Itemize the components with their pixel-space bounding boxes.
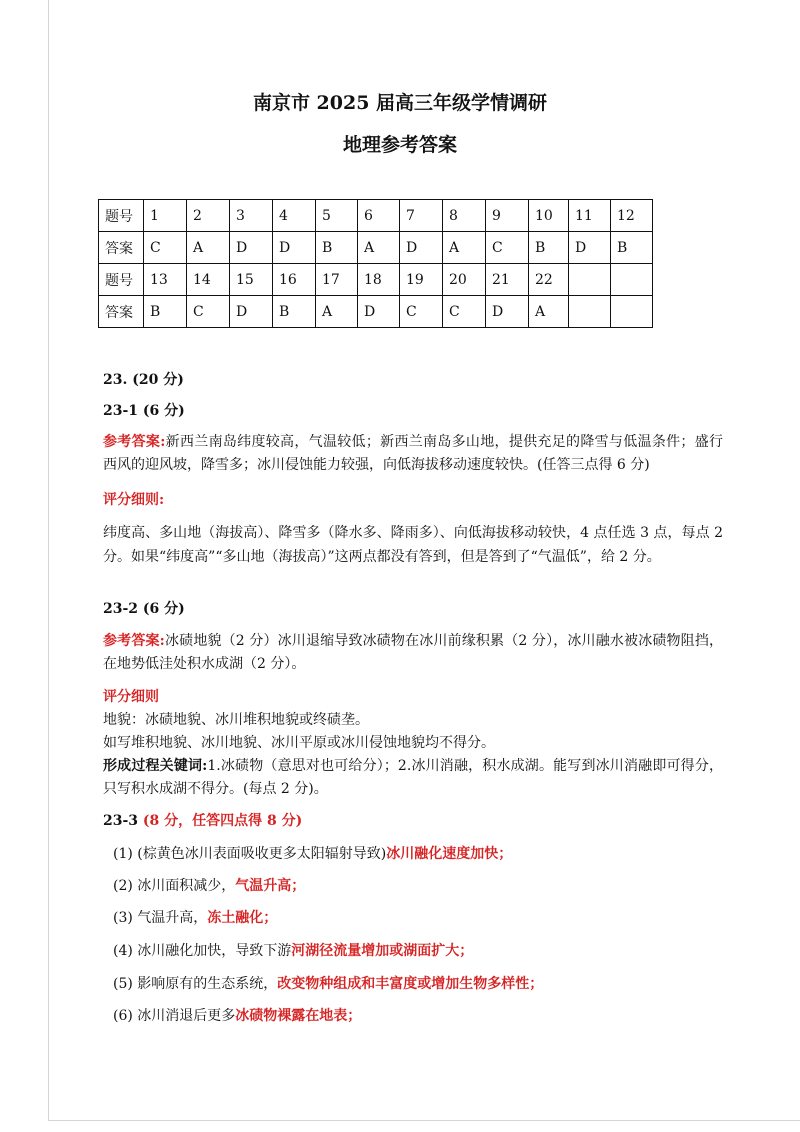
answer-point-keyword: 改变物种组成和丰富度或增加生物多样性	[277, 976, 530, 992]
table-cell: B	[529, 232, 569, 264]
keywords-text: 1.冰碛物（意思对也可给分）；2.冰川消融，积水成湖。能写到冰川消融即可得分，只写积水成湖不得分。(每点 2 分)。	[103, 758, 723, 797]
table-cell: 18	[358, 264, 400, 296]
answer-point-text: 气温升高，	[137, 910, 208, 926]
table-cell: 7	[400, 200, 443, 232]
q23-3-heading-number: 23-3	[103, 813, 139, 829]
table-cell: D	[486, 296, 529, 328]
table-cell: A	[443, 232, 486, 264]
table-cell: 10	[529, 200, 569, 232]
answer-point-end: ；	[263, 910, 278, 926]
answer-point-keyword: 冰川融化速度加快	[386, 846, 499, 862]
table-cell: 17	[316, 264, 358, 296]
table-cell: 1	[144, 200, 187, 232]
q23-2-reference-answer	[103, 630, 723, 676]
table-cell: C	[400, 296, 443, 328]
keywords-label: 形成过程关键词:	[103, 758, 208, 774]
q23-3-heading	[103, 810, 302, 833]
reference-answer-text: 新西兰南岛纬度较高，气温较低；新西兰南岛多山地，提供充足的降雪与低温条件；盛行西风的迎风坡，降雪多；冰川侵蚀能力较强，向低海拔移动速度较快。(任答三点得 6 分)	[103, 434, 724, 473]
q23-2-rubric-label: 评分细则	[103, 689, 159, 705]
answer-point-number: (6)	[113, 1008, 133, 1024]
table-cell: 3	[230, 200, 273, 232]
table-cell: 16	[273, 264, 316, 296]
q23-heading: 23. (20 分)	[103, 372, 184, 388]
table-cell: D	[273, 232, 316, 264]
answer-point-number: (5)	[113, 976, 133, 992]
table-cell: 21	[486, 264, 529, 296]
answer-point-end: ；	[529, 976, 544, 992]
table-row-header: 答案	[99, 296, 144, 328]
table-row	[99, 200, 653, 232]
table-cell: 13	[144, 264, 187, 296]
table-cell	[569, 296, 611, 328]
table-cell: 9	[486, 200, 529, 232]
table-cell: 2	[187, 200, 230, 232]
table-cell: 11	[569, 200, 611, 232]
table-cell	[611, 296, 653, 328]
table-cell: D	[230, 232, 273, 264]
table-row-header: 答案	[99, 232, 144, 264]
answer-point-number: (1)	[113, 846, 133, 862]
answer-point	[113, 1005, 361, 1027]
reference-answer-label: 参考答案:	[103, 434, 166, 450]
table-cell: B	[611, 232, 653, 264]
answer-point-end: ；	[347, 1008, 362, 1024]
page-edge-left	[48, 0, 49, 1120]
page-edge-bottom	[48, 1120, 800, 1121]
table-cell: A	[316, 296, 358, 328]
table-cell: A	[529, 296, 569, 328]
table-cell: C	[443, 296, 486, 328]
answer-point	[113, 843, 512, 865]
q23-1-reference-answer	[103, 431, 723, 477]
table-cell: D	[400, 232, 443, 264]
answer-point-keyword: 冰碛物裸露在地表	[235, 1008, 348, 1024]
table-cell: D	[569, 232, 611, 264]
document-subtitle: 地理参考答案	[342, 134, 457, 156]
answer-point-end: ；	[459, 943, 474, 959]
q23-1-rubric-label: 评分细则:	[103, 492, 165, 508]
table-cell: 8	[443, 200, 486, 232]
table-row	[99, 296, 653, 328]
q23-1-rubric-text: 纬度高、多山地（海拔高）、降雪多（降水多、降雨多）、向低海拔移动较快，4 点任选 3 点，每点 2 分。如果“纬度高”“多山地（海拔高）”这两点都没有答到，但是答到了“气温低”，给 2 分。	[103, 525, 723, 565]
table-cell: 14	[187, 264, 230, 296]
answer-point-number: (4)	[113, 943, 133, 959]
document-title: 南京市 2025 届高三年级学情调研	[252, 92, 548, 114]
answer-point	[113, 907, 277, 929]
table-cell: B	[273, 296, 316, 328]
table-cell: 19	[400, 264, 443, 296]
table-cell: 20	[443, 264, 486, 296]
reference-answer-label: 参考答案:	[103, 633, 165, 649]
table-cell: 4	[273, 200, 316, 232]
answer-point-end: ；	[291, 878, 306, 894]
answer-point-text: 冰川面积减少，	[137, 878, 236, 894]
answer-point-end: ；	[498, 846, 513, 862]
answer-point	[113, 940, 473, 962]
q23-3-heading-note: (8 分，任答四点得 8 分)	[142, 813, 303, 829]
table-cell: B	[144, 296, 187, 328]
answer-point-number: (3)	[113, 910, 133, 926]
answer-point-text: 冰川消退后更多	[137, 1008, 236, 1024]
table-cell: C	[187, 296, 230, 328]
table-cell: A	[358, 232, 400, 264]
q23-2-rubric-line2: 如写堆积地貌、冰川地貌、冰川平原或冰川侵蚀地貌均不得分。	[103, 735, 495, 751]
q23-2-heading: 23-2 (6 分)	[103, 601, 185, 617]
answer-point	[113, 875, 305, 897]
table-row-header: 题号	[99, 200, 144, 232]
q23-2-keywords	[103, 755, 723, 801]
answer-point-keyword: 河湖径流量增加或湖面扩大	[291, 943, 460, 959]
table-row-header: 题号	[99, 264, 144, 296]
answer-point	[113, 973, 543, 995]
table-cell: 12	[611, 200, 653, 232]
answer-point-keyword: 气温升高	[235, 878, 292, 894]
table-cell: A	[187, 232, 230, 264]
table-cell: D	[358, 296, 400, 328]
table-cell	[611, 264, 653, 296]
table-cell: D	[230, 296, 273, 328]
table-cell: C	[486, 232, 529, 264]
table-cell	[569, 264, 611, 296]
q23-2-rubric-line1: 地貌：冰碛地貌、冰川堆积地貌或终碛垄。	[103, 712, 369, 728]
table-cell: 5	[316, 200, 358, 232]
table-cell: 6	[358, 200, 400, 232]
answer-point-text: (棕黄色冰川表面吸收更多太阳辐射导致)	[137, 846, 387, 862]
answer-point-number: (2)	[113, 878, 133, 894]
table-cell: 22	[529, 264, 569, 296]
answer-point-text: 冰川融化加快，导致下游	[137, 943, 292, 959]
answer-point-text: 影响原有的生态系统，	[137, 976, 278, 992]
q23-1-heading: 23-1 (6 分)	[103, 403, 185, 419]
table-cell: B	[316, 232, 358, 264]
answer-table	[98, 199, 653, 328]
table-cell: C	[144, 232, 187, 264]
reference-answer-text: 冰碛地貌（2 分）冰川退缩导致冰碛物在冰川前缘积累（2 分），冰川融水被冰碛物阻挡，在地势低洼处积水成湖（2 分）。	[103, 633, 724, 672]
table-row	[99, 264, 653, 296]
table-cell: 15	[230, 264, 273, 296]
table-row	[99, 232, 653, 264]
answer-point-keyword: 冻土融化	[207, 910, 264, 926]
